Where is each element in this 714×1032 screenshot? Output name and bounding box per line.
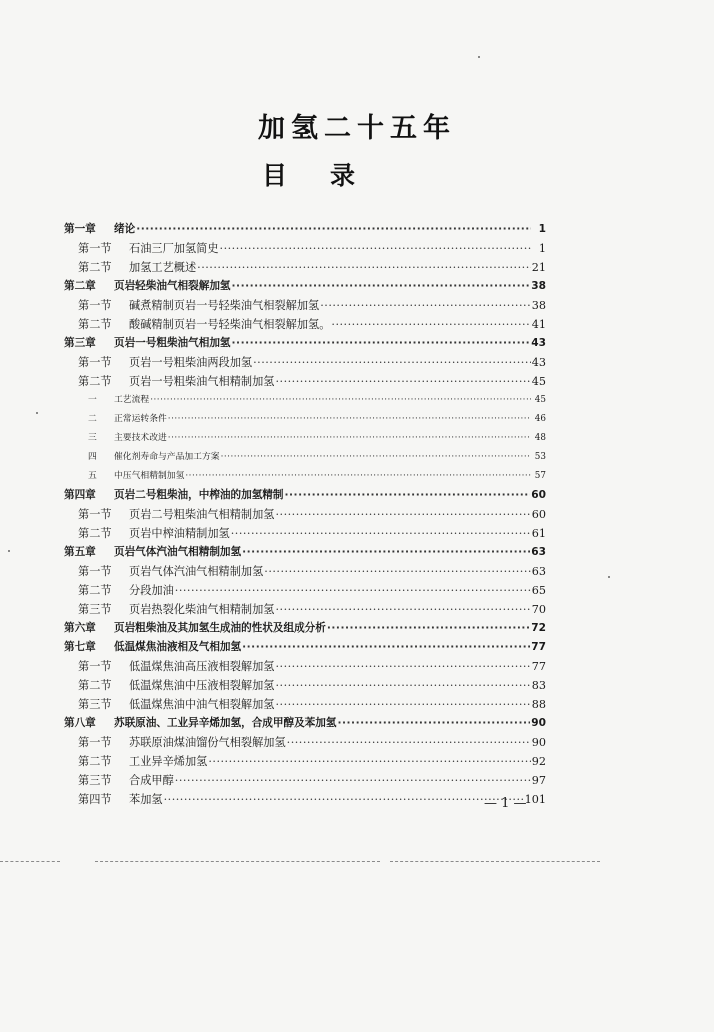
toc-entry-title: 页岩中榨油精制加氢 <box>129 527 230 540</box>
toc-entry-label: 第二节 <box>78 261 112 274</box>
scan-speck <box>608 576 610 578</box>
toc-section-row <box>64 372 546 391</box>
toc-leader-dots <box>275 657 530 676</box>
toc-entry-page: 45 <box>531 375 546 388</box>
toc-chapter-row <box>64 714 546 733</box>
toc-entry-title: 分段加油 <box>129 584 174 597</box>
toc-entry-page: 101 <box>524 793 546 806</box>
toc-leader-dots <box>264 562 530 581</box>
toc-entry-title: 中压气相精制加氢 <box>114 471 185 481</box>
toc-item-row <box>64 429 546 448</box>
toc-leader-dots <box>253 353 531 372</box>
toc-entry-label: 第一节 <box>78 736 112 749</box>
toc-entry-title: 加氢工艺概述 <box>129 261 197 274</box>
toc-entry-label: 第一节 <box>78 242 112 255</box>
toc-entry-label: 第四节 <box>78 793 112 806</box>
toc-item-row <box>64 467 546 486</box>
scan-speck <box>478 56 480 58</box>
toc-leader-dots <box>287 733 531 752</box>
toc-chapter-row <box>64 486 546 505</box>
scan-rule-right <box>390 861 600 862</box>
toc-entry-label: 第七章 <box>64 641 96 653</box>
toc-entry-title: 页岩二号粗柴油，中榨油的加氢精制 <box>114 489 284 501</box>
toc-entry-page: 63 <box>531 565 546 578</box>
toc-item-row <box>64 410 546 429</box>
toc-chapter-row <box>64 334 546 353</box>
toc-entry-label: 第三节 <box>78 603 112 616</box>
toc-leader-dots <box>164 790 524 809</box>
toc-entry-title: 主要技术改进 <box>114 433 167 443</box>
scan-rule-left <box>0 861 60 862</box>
toc-chapter-row <box>64 619 546 638</box>
toc-leader-dots <box>231 524 531 543</box>
toc-entry-page: 21 <box>531 261 546 274</box>
toc-leader-dots <box>331 315 530 334</box>
toc-section-row <box>64 657 546 676</box>
toc-section-row <box>64 524 546 543</box>
book-title: 加氢二十五年 <box>258 113 456 144</box>
scan-rule-middle <box>95 861 380 862</box>
toc-leader-dots <box>275 676 530 695</box>
toc-section-row <box>64 505 546 524</box>
toc-entry-label: 第二节 <box>78 375 112 388</box>
toc-entry-title: 苏联原油、工业异辛烯加氢，合成甲醇及苯加氢 <box>114 717 337 729</box>
toc-entry-page: 38 <box>531 280 546 292</box>
toc-entry-page: 60 <box>531 508 546 521</box>
toc-leader-dots <box>285 486 531 505</box>
toc-entry-title: 催化剂寿命与产品加工方案 <box>114 452 220 462</box>
toc-leader-dots <box>232 334 531 353</box>
toc-section-row <box>64 258 546 277</box>
toc-leader-dots <box>221 448 531 467</box>
toc-entry-page: 77 <box>531 660 546 673</box>
table-of-contents <box>64 220 546 809</box>
toc-section-row <box>64 676 546 695</box>
toc-entry-label: 四 <box>88 452 97 462</box>
toc-entry-label: 第三章 <box>64 337 96 349</box>
toc-entry-title: 正常运转条件 <box>114 414 167 424</box>
toc-leader-dots <box>150 391 531 410</box>
toc-entry-page: 90 <box>531 717 546 729</box>
toc-chapter-row <box>64 543 546 562</box>
toc-entry-page: 63 <box>531 546 546 558</box>
toc-entry-title: 页岩热裂化柴油气相精制加氢 <box>129 603 275 616</box>
toc-entry-page: 43 <box>531 337 546 349</box>
toc-entry-title: 页岩轻柴油气相裂解加氢 <box>114 280 231 292</box>
toc-entry-title: 绪论 <box>114 223 136 235</box>
toc-entry-page: 45 <box>534 395 546 405</box>
toc-leader-dots <box>275 372 530 391</box>
toc-entry-title: 页岩气体汽油气相精制加氢 <box>114 546 242 558</box>
toc-leader-dots <box>220 239 531 258</box>
toc-leader-dots <box>275 600 530 619</box>
toc-entry-label: 二 <box>88 414 97 424</box>
toc-entry-title: 低温煤焦油中油气相裂解加氢 <box>129 698 275 711</box>
scan-speck <box>36 412 38 414</box>
toc-leader-dots <box>320 296 531 315</box>
toc-entry-label: 第一节 <box>78 565 112 578</box>
toc-entry-label: 第二节 <box>78 755 112 768</box>
toc-section-row <box>64 562 546 581</box>
toc-leader-dots <box>136 220 531 239</box>
toc-entry-page: 57 <box>534 471 546 481</box>
toc-entry-label: 第四章 <box>64 489 96 501</box>
contents-heading-char-2: 录 <box>330 161 356 190</box>
toc-entry-label: 第二节 <box>78 318 112 331</box>
toc-leader-dots <box>275 695 530 714</box>
toc-leader-dots <box>327 619 530 638</box>
toc-entry-title: 页岩一号粗柴油气相精制加氢 <box>129 375 275 388</box>
toc-entry-label: 第一章 <box>64 223 96 235</box>
toc-entry-page: 48 <box>534 433 546 443</box>
toc-entry-title: 页岩粗柴油及其加氢生成油的性状及组成分析 <box>114 622 326 634</box>
toc-entry-label: 一 <box>88 395 97 405</box>
toc-entry-label: 第二节 <box>78 679 112 692</box>
toc-entry-title: 页岩二号粗柴油气相精制加氢 <box>129 508 275 521</box>
toc-entry-label: 第一节 <box>78 508 112 521</box>
toc-entry-title: 页岩气体汽油气相精制加氢 <box>129 565 264 578</box>
toc-leader-dots <box>242 543 530 562</box>
toc-chapter-row <box>64 220 546 239</box>
toc-entry-label: 第五章 <box>64 546 96 558</box>
toc-leader-dots <box>168 429 531 448</box>
contents-heading-char-1: 目 <box>262 161 288 190</box>
toc-entry-label: 第一节 <box>78 299 112 312</box>
toc-section-row <box>64 695 546 714</box>
toc-chapter-row <box>64 277 546 296</box>
toc-entry-page: 65 <box>531 584 546 597</box>
toc-leader-dots <box>208 752 530 771</box>
toc-leader-dots <box>175 771 531 790</box>
toc-section-row <box>64 581 546 600</box>
toc-item-row <box>64 448 546 467</box>
toc-entry-page: 41 <box>531 318 546 331</box>
toc-entry-title: 页岩一号粗柴油气相加氢 <box>114 337 231 349</box>
toc-section-row <box>64 239 546 258</box>
toc-entry-label: 第一节 <box>78 356 112 369</box>
toc-entry-page: 1 <box>538 242 546 255</box>
toc-item-row <box>64 391 546 410</box>
toc-leader-dots <box>197 258 531 277</box>
toc-section-row <box>64 771 546 790</box>
toc-entry-page: 53 <box>534 452 546 462</box>
toc-entry-page: 88 <box>531 698 546 711</box>
toc-entry-title: 工业异辛烯加氢 <box>129 755 208 768</box>
toc-entry-page: 60 <box>531 489 546 501</box>
toc-entry-page: 38 <box>531 299 546 312</box>
toc-entry-title: 苯加氢 <box>129 793 163 806</box>
toc-entry-title: 石油三厂加氢简史 <box>129 242 219 255</box>
toc-entry-title: 低温煤焦油中压液相裂解加氢 <box>129 679 275 692</box>
toc-entry-page: 43 <box>531 356 546 369</box>
toc-entry-title: 低温煤焦油液相及气相加氢 <box>114 641 242 653</box>
toc-entry-label: 第八章 <box>64 717 96 729</box>
toc-leader-dots <box>168 410 531 429</box>
toc-entry-title: 苏联原油煤油馏份气相裂解加氢 <box>129 736 286 749</box>
toc-chapter-row <box>64 638 546 657</box>
toc-section-row <box>64 353 546 372</box>
toc-leader-dots <box>337 714 530 733</box>
toc-entry-label: 第二章 <box>64 280 96 292</box>
toc-section-row <box>64 600 546 619</box>
toc-entry-label: 第二节 <box>78 584 112 597</box>
toc-entry-title: 合成甲醇 <box>129 774 174 787</box>
page-number: — 1 — <box>484 796 527 811</box>
toc-leader-dots <box>275 505 530 524</box>
toc-entry-title: 碱煮精制页岩一号轻柴油气相裂解加氢 <box>129 299 320 312</box>
toc-entry-title: 页岩一号粗柴油两段加氢 <box>129 356 253 369</box>
toc-section-row <box>64 790 546 809</box>
toc-leader-dots <box>232 277 531 296</box>
toc-entry-page: 97 <box>531 774 546 787</box>
toc-entry-label: 五 <box>88 471 97 481</box>
toc-entry-label: 第三节 <box>78 698 112 711</box>
toc-entry-page: 46 <box>534 414 546 424</box>
toc-entry-page: 92 <box>531 755 546 768</box>
toc-entry-page: 70 <box>531 603 546 616</box>
toc-entry-label: 第二节 <box>78 527 112 540</box>
toc-section-row <box>64 315 546 334</box>
toc-entry-label: 第三节 <box>78 774 112 787</box>
toc-section-row <box>64 752 546 771</box>
toc-section-row <box>64 296 546 315</box>
toc-entry-label: 第六章 <box>64 622 96 634</box>
toc-entry-page: 83 <box>531 679 546 692</box>
toc-section-row <box>64 733 546 752</box>
scan-speck <box>8 550 10 552</box>
toc-leader-dots <box>175 581 531 600</box>
toc-leader-dots <box>242 638 530 657</box>
toc-entry-label: 第一节 <box>78 660 112 673</box>
toc-entry-page: 1 <box>538 223 546 235</box>
toc-entry-title: 酸碱精制页岩一号轻柴油气相裂解加氢。 <box>129 318 331 331</box>
toc-entry-page: 77 <box>531 641 546 653</box>
toc-entry-page: 61 <box>531 527 546 540</box>
toc-leader-dots <box>185 467 531 486</box>
toc-entry-page: 90 <box>531 736 546 749</box>
toc-entry-title: 工艺流程 <box>114 395 150 405</box>
toc-entry-title: 低温煤焦油高压液相裂解加氢 <box>129 660 275 673</box>
toc-entry-page: 72 <box>531 622 546 634</box>
toc-entry-label: 三 <box>88 433 97 443</box>
